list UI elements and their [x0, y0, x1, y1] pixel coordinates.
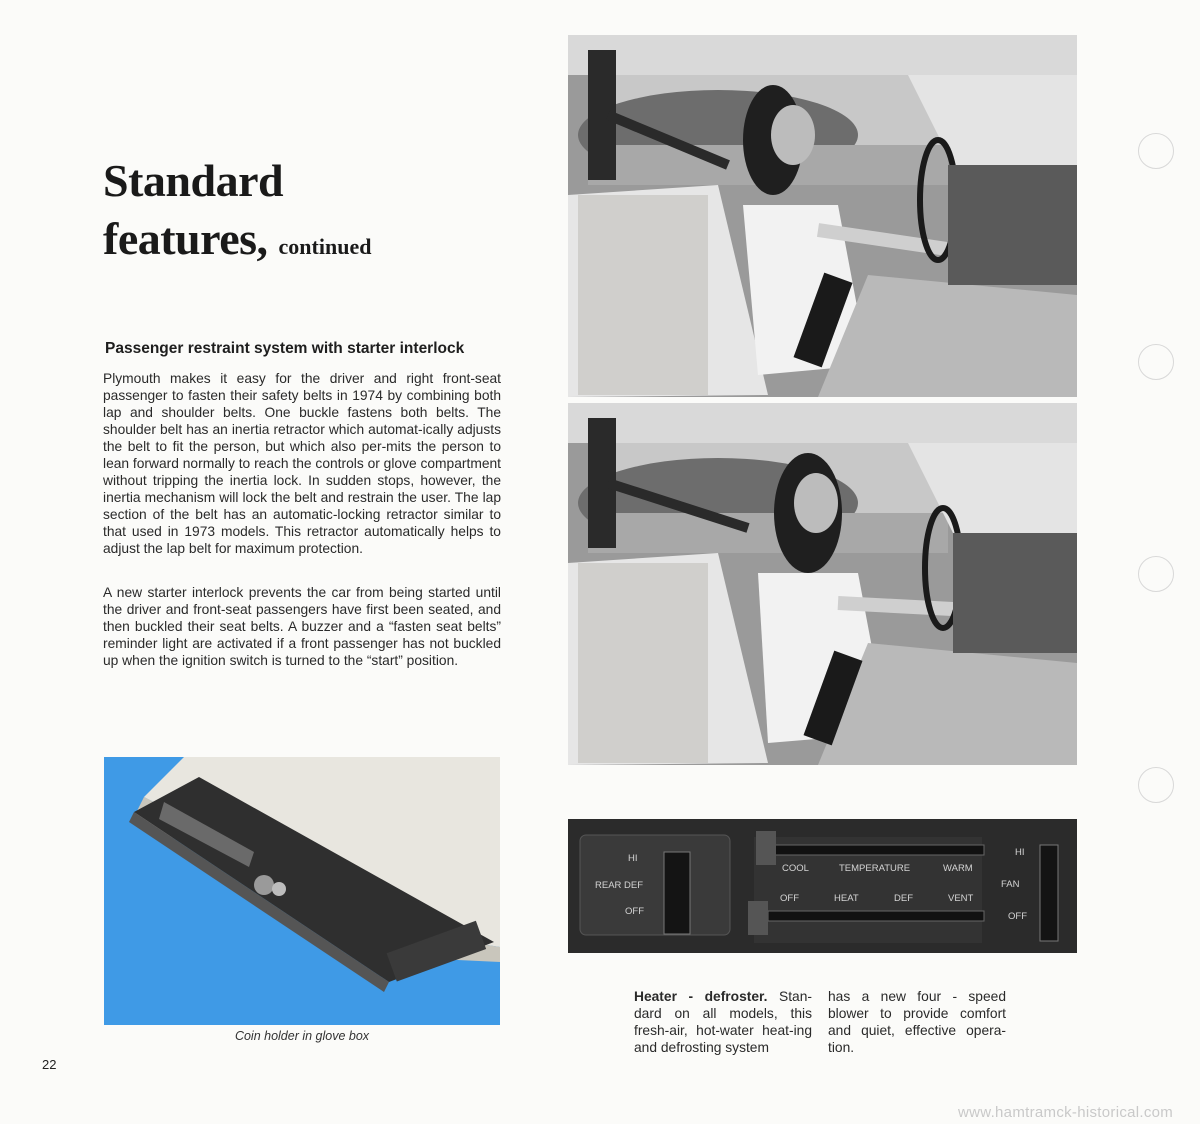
heater-control-panel	[568, 819, 1077, 953]
heater-control-panel-photo	[568, 819, 1077, 953]
panel-label-vent: VENT	[948, 893, 974, 904]
panel-label-temperature: TEMPERATURE	[839, 863, 911, 874]
coin-holder-illustration	[104, 757, 500, 1025]
panel-label-def: DEF	[894, 893, 913, 904]
binder-hole-3	[1138, 556, 1174, 592]
driver-seatbelt-illustration-bottom	[568, 403, 1077, 765]
panel-label-off-fan: OFF	[1008, 911, 1027, 922]
panel-label-hi-fan: HI	[1015, 847, 1025, 858]
binder-hole-1	[1138, 133, 1174, 169]
seatbelt-photo-top	[568, 35, 1077, 397]
panel-label-off-left: OFF	[625, 906, 644, 917]
binder-hole-4	[1138, 767, 1174, 803]
title-line-1: Standard	[103, 155, 284, 206]
panel-label-rear-def: REAR DEF	[595, 880, 644, 891]
section-heading: Passenger restraint system with starter interlock	[105, 340, 465, 357]
panel-label-hi-left: HI	[628, 853, 638, 864]
heater-text-1: Stan-dard on all models, this fresh-air, hot-water heat-ing and defrosting system	[634, 989, 812, 1055]
heater-text-column-2: has a new four - speed blower to provide comfort and quiet, effective opera-tion.	[828, 989, 1006, 1055]
panel-label-fan: FAN	[1001, 879, 1020, 890]
driver-seatbelt-illustration-top	[568, 35, 1077, 397]
watermark: www.hamtramck-historical.com	[958, 1104, 1174, 1121]
title-suffix: continued	[278, 234, 372, 259]
restraint-paragraph-1: Plymouth makes it easy for the driver and right front-seat passenger to fasten their safety belts in 1974 by combining both lap and shoulder belts. One buckle fastens both belts. The shoulder belt has an inertia retractor which automat-ically adjusts the belt to fit the person, but which also per-mits the person to lean forward normally to reach the controls or glove compartment without tripping the inertia lock. In sudden stops, however, the inertia mechanism will lock the belt and restrain the user. The lap section of the belt has an automatic-locking retractor similar to that used in 1973 models. This retractor automatically helps to adjust the lap belt for maximum protection.	[103, 371, 501, 556]
restraint-paragraph-2: A new starter interlock prevents the car from being started until the driver and front-seat passengers have first been seated, and then buckled their seat belts. A buzzer and a “fasten seat belts” reminder light are activated if a front passenger has not buckled up when the ignition switch is turned to the “start” position.	[103, 585, 501, 668]
binder-hole-2	[1138, 344, 1174, 380]
page-number: 22	[42, 1057, 57, 1072]
page-title	[103, 152, 371, 276]
panel-label-warm: WARM	[943, 863, 973, 874]
heater-heading: Heater - defroster.	[634, 989, 768, 1004]
coin-holder-caption: Coin holder in glove box	[234, 1029, 370, 1043]
heater-text-column-1	[634, 988, 812, 1056]
title-line-2: features,	[103, 213, 268, 264]
seatbelt-photo-bottom	[568, 403, 1077, 765]
coin-holder-photo	[104, 757, 500, 1025]
panel-label-off-mode: OFF	[780, 893, 799, 904]
panel-label-cool: COOL	[782, 863, 809, 874]
panel-label-heat: HEAT	[834, 893, 859, 904]
